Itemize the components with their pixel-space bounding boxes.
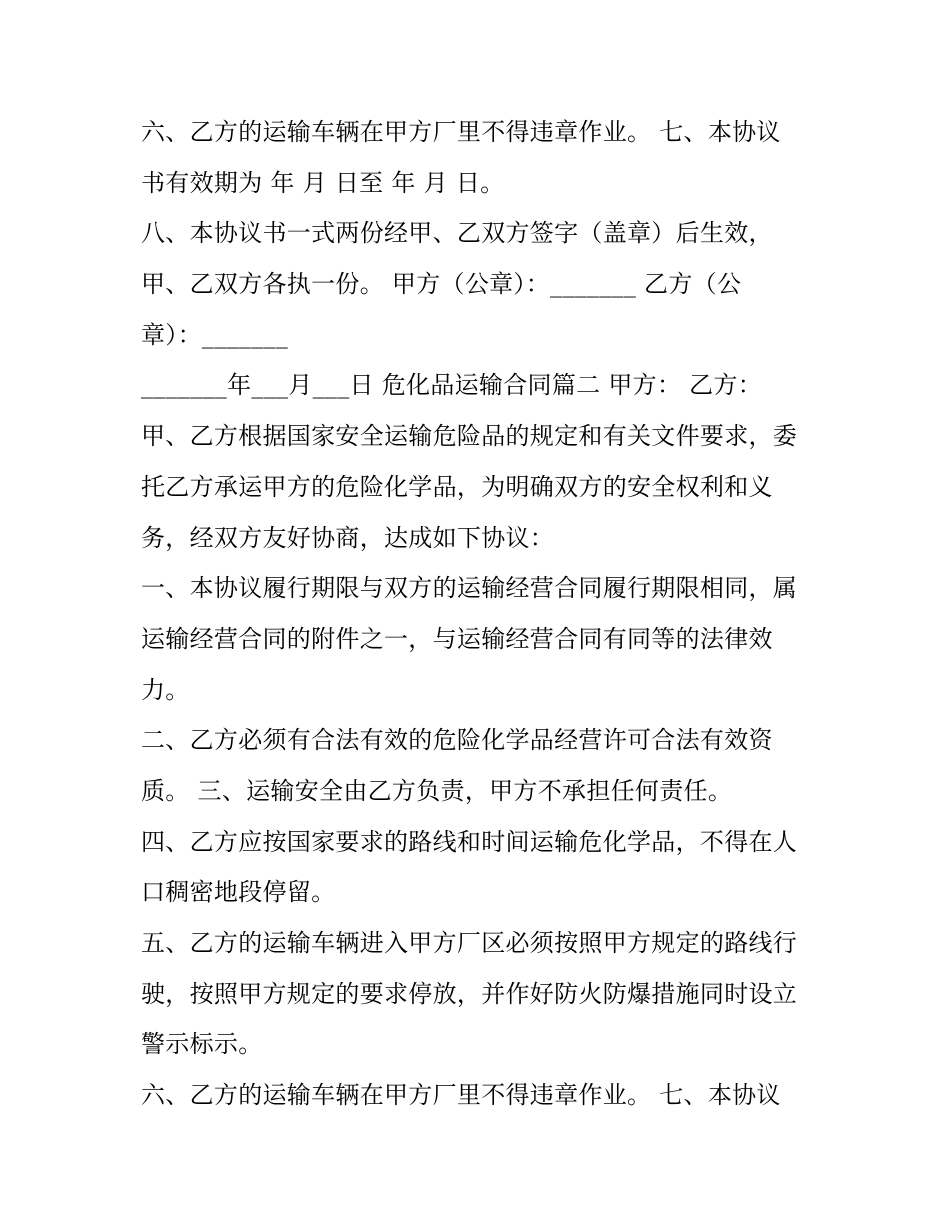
contract-text xyxy=(141,107,821,1121)
text-line: 六、乙方的运输车辆在甲方厂里不得违章作业。 七、本协议 xyxy=(141,1081,781,1110)
text-line: 书有效期为 年 月 日至 年 月 日。 xyxy=(141,168,505,197)
text-line: 力。 xyxy=(141,675,190,704)
text-line: 八、本协议书一式两份经甲、乙双方签字（盖章）后生效， xyxy=(141,219,773,248)
text-line: 六、乙方的运输车辆在甲方厂里不得违章作业。 七、本协议 xyxy=(141,118,781,146)
text-line: 运输经营合同的附件之一，与运输经营合同有同等的法律效 xyxy=(141,624,773,653)
text-line: 托乙方承运甲方的危险化学品，为明确双方的安全权利和义 xyxy=(141,472,773,501)
text-line: 驶，按照甲方规定的要求停放，并作好防火防爆措施同时设立 xyxy=(141,979,798,1008)
text-line: 警示标示。 xyxy=(141,1030,263,1059)
text-line: 口稠密地段停留。 xyxy=(141,878,336,907)
text-line: 五、乙方的运输车辆进入甲方厂区必须按照甲方规定的路线行 xyxy=(141,929,798,957)
text-line: 章）：_______ xyxy=(141,320,288,349)
text-line: 一、本协议履行期限与双方的运输经营合同履行期限相同，属 xyxy=(141,574,798,603)
text-line: 甲、乙双方各执一份。 甲方（公章）：_______ 乙方（公 xyxy=(141,270,742,299)
text-line: 甲、乙方根据国家安全运输危险品的规定和有关文件要求，委 xyxy=(141,422,798,451)
text-line: _______年___月___日 危化品运输合同篇二 甲方： 乙方： xyxy=(141,371,763,400)
text-line: 四、乙方应按国家要求的路线和时间运输危化学品，不得在人 xyxy=(141,827,798,856)
text-line: 二、乙方必须有合法有效的危险化学品经营许可合法有效资 xyxy=(141,726,773,755)
text-line: 质。 三、运输安全由乙方负责，甲方不承担任何责任。 xyxy=(141,776,733,805)
text-line: 务，经双方友好协商，达成如下协议： xyxy=(141,523,555,552)
